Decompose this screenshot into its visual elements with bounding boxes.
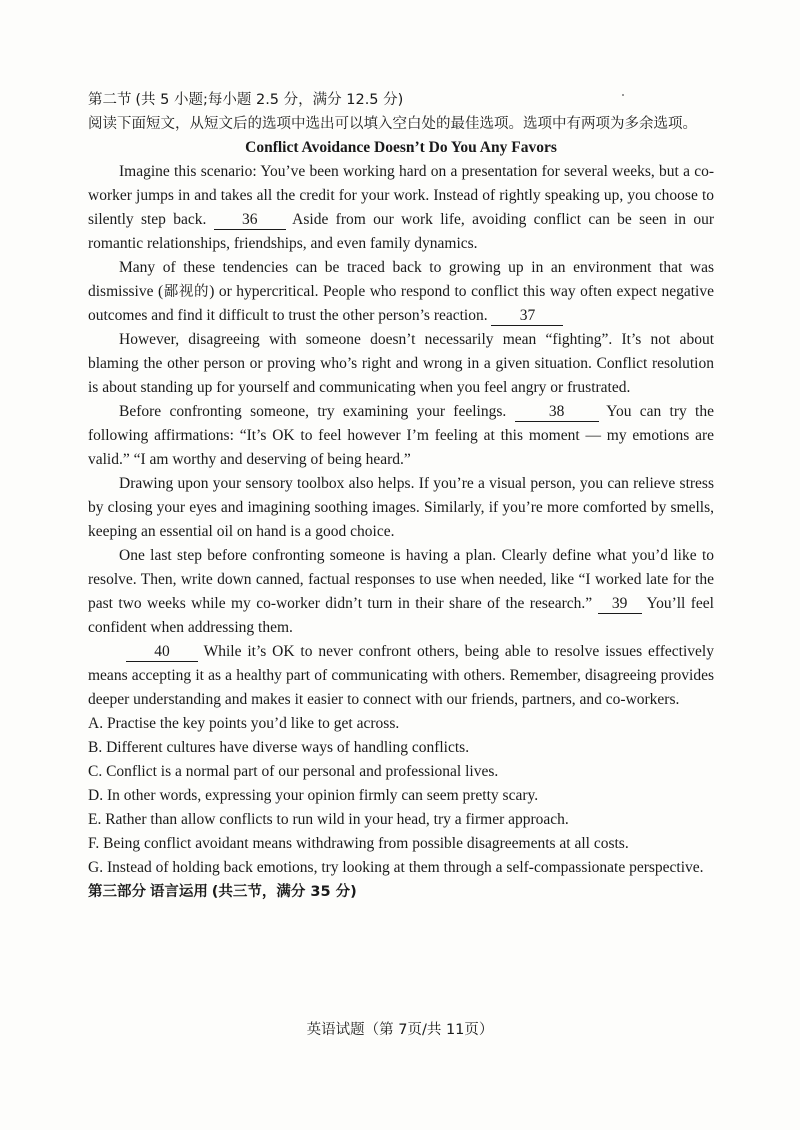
footer-text: 英语试题（第 7页/共 11页） [306, 1022, 494, 1038]
blank-37: 37 [491, 307, 563, 326]
part-three-heading [88, 880, 714, 904]
option-b: B. Different cultures have diverse ways of handling conflicts. [88, 739, 470, 756]
exam-page [88, 88, 714, 904]
blank-40: 40 [126, 643, 198, 662]
blank-36: 36 [214, 211, 286, 230]
section-detail: (共 5 小题;每小题 2.5 分，满分 12.5 分) [135, 92, 404, 108]
paragraph-2-text-b: ) or hypercritical. People who respond to conflict this way often expect negative outcomes and find it difficult to trust the other person’s reaction. [88, 283, 714, 324]
paragraph-5: Drawing upon your sensory toolbox also helps. If you’re a visual person, you can relieve stress by closing your eyes and imagining soothing images. Similarly, if you’re more comforted by smells, keeping an essential oil on hand is a good choice. [88, 475, 714, 540]
part-three-detail: (共三节，满分 35 分) [211, 884, 357, 900]
paragraph-4-text-b: You can try the following affirmations: “It’s OK to feel however I’m feeling at this moment — my emotions are valid.” “I am worthy and deserving of being heard.” [88, 403, 714, 468]
paragraph-6-text-b: You’ll feel confident when addressing them. [88, 595, 714, 636]
section-label: 第二节 [88, 92, 132, 108]
option-f: F. Being conflict avoidant means withdrawing from possible disagreements at all costs. [88, 835, 629, 852]
paragraph-1 [88, 160, 714, 256]
option-e: E. Rather than allow conflicts to run wild in your head, try a firmer approach. [88, 811, 569, 828]
part-three-label: 第三部分 [88, 884, 146, 900]
paragraph-6 [88, 544, 714, 640]
option-d: D. In other words, expressing your opinion firmly can seem pretty scary. [88, 787, 539, 804]
paragraph-3: However, disagreeing with someone doesn’t necessarily mean “fighting”. It’s not about blaming the other person or proving who’s right and wrong in a given situation. Conflict resolution is about standing up for yourself and communicating when you feel angry or frustrated. [88, 331, 714, 396]
page-footer [0, 1018, 800, 1042]
paragraph-7-text: While it’s OK to never confront others, being able to resolve issues effectively means accepting it as a healthy part of communicating with others. Remember, disagreeing provides deeper understanding and makes it easier to connect with our friends, partners, and co-workers. [88, 643, 714, 708]
paragraph-2-gloss: 鄙视的 [163, 284, 210, 300]
part-three-name: 语言运用 [149, 884, 208, 900]
instructions: 阅读下面短文，从短文后的选项中选出可以填入空白处的最佳选项。选项中有两项为多余选项。 [88, 116, 697, 132]
option-g: G. Instead of holding back emotions, try looking at them through a self-compassionate perspective. [88, 859, 704, 876]
passage-title: Conflict Avoidance Doesn’t Do You Any Favors [245, 139, 557, 156]
paragraph-1-text-a: Imagine this scenario: You’ve been working hard on a presentation for several weeks, but a co-worker jumps in and takes all the credit for your work. Instead of rightly speaking up, you choose to silently step back. [88, 163, 714, 228]
paragraph-6-text-a: One last step before confronting someone is having a plan. Clearly define what you’d like to resolve. Then, write down canned, factual responses to use when needed, like “I worked late for the past two weeks while my co-worker didn’t turn in their share of the research.” [88, 547, 714, 612]
paragraph-1-text-b: Aside from our work life, avoiding conflict can be seen in our romantic relationships, friendships, and even family dynamics. [88, 211, 714, 252]
paragraph-4 [88, 400, 714, 472]
blank-38: 38 [515, 403, 599, 422]
paragraph-7 [88, 640, 714, 712]
paragraph-4-text-a: Before confronting someone, try examining your feelings. [119, 403, 507, 420]
paragraph-2 [88, 256, 714, 328]
option-list [88, 712, 714, 880]
blank-39: 39 [598, 595, 642, 614]
option-a: A. Practise the key points you’d like to get across. [88, 715, 400, 732]
section-heading [88, 88, 714, 112]
paragraph-2-text-a: Many of these tendencies can be traced back to growing up in an environment that was dismissive ( [88, 259, 714, 300]
option-c: C. Conflict is a normal part of our personal and professional lives. [88, 763, 499, 780]
